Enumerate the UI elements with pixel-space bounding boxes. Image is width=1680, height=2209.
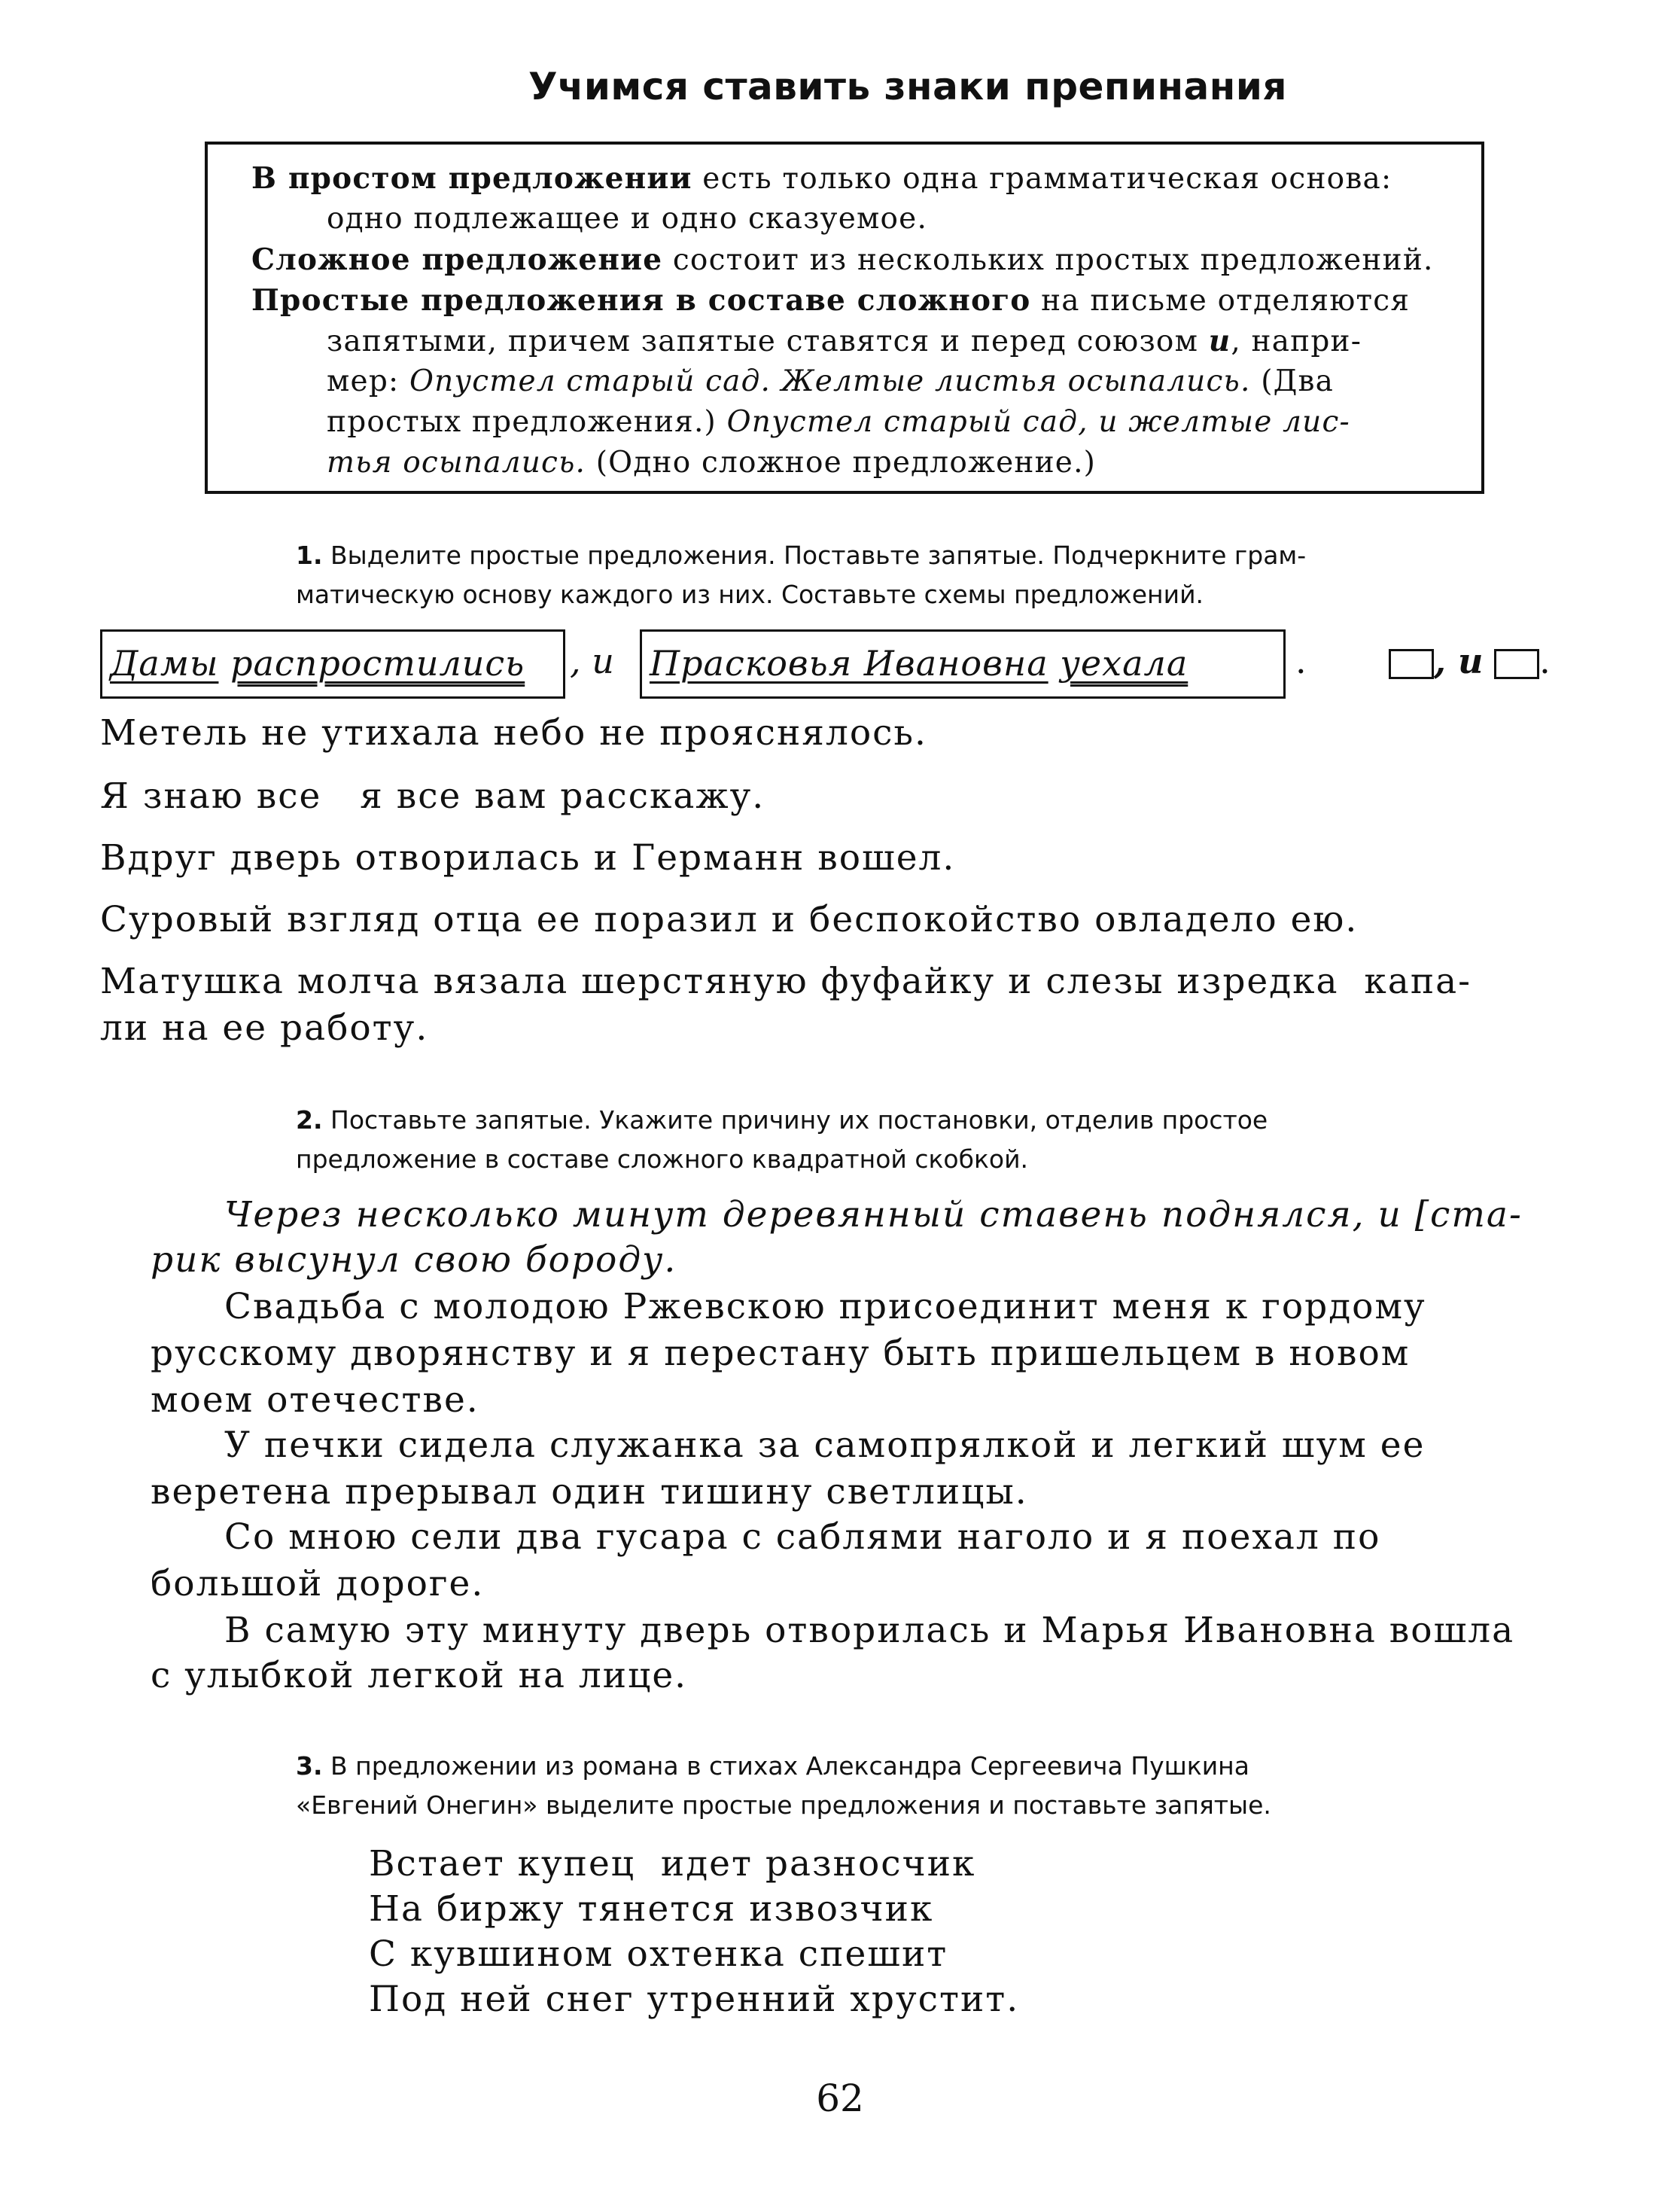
task1-instruction-cont: матическую основу каждого из них. Составьте схемы предложений. — [296, 580, 1204, 609]
task2-instruction-cont: предложение в составе сложного квадратной скобкой. — [296, 1144, 1029, 1174]
scheme-box — [1494, 649, 1539, 679]
rule-line: одно подлежащее и одно сказуемое. — [327, 202, 928, 236]
exercise-sentence: Вдруг дверь отворилась и Германн вошел. — [100, 837, 956, 879]
poem-line: На биржу тянется извозчик — [369, 1888, 934, 1930]
task1-example — [100, 629, 1319, 702]
exercise-sentence: моем отечестве. — [151, 1379, 479, 1421]
poem-line: Под ней снег утренний хрустит. — [369, 1979, 1020, 2020]
exercise-sentence: Метель не утихала небо не прояснялось. — [100, 712, 927, 754]
scheme-box — [1389, 649, 1434, 679]
poem-line: Встает купец идет разносчик — [369, 1843, 976, 1885]
exercise-sentence: большой дороге. — [151, 1563, 485, 1604]
exercise-sentence: Матушка молча вязала шерстяную фуфайку и слезы изредка капа- — [100, 961, 1472, 1002]
task3-instruction: 3. В предложении из романа в стихах Александра Сергеевича Пушкина — [296, 1751, 1249, 1781]
task3-instruction-cont: «Евгений Онегин» выделите простые предложения и поставьте запятые. — [296, 1790, 1271, 1820]
exercise-sentence: У печки сидела служанка за самопрялкой и легкий шум ее — [224, 1424, 1426, 1466]
exercise-sentence: русскому дворянству и я перестану быть пришельцем в новом — [151, 1333, 1411, 1374]
simple-sentence-box: Дамы распростились — [100, 629, 565, 699]
simple-sentence-box: Прасковья Ивановна уехала — [640, 629, 1286, 699]
exercise-sentence: Я знаю все я все вам расскажу. — [100, 775, 765, 817]
rule-line: запятыми, причем запятые ставятся и перед союзом и, напри- — [327, 324, 1362, 358]
rule-line: мер: Опустел старый сад. Желтые листья осыпались. (Два — [327, 364, 1335, 398]
page-title: Учимся ставить знаки препинания — [528, 65, 1287, 108]
exercise-sentence: Со мною сели два гусара с саблями наголо и я поехал по — [224, 1516, 1381, 1558]
poem-line: С кувшином охтенка спешит — [369, 1933, 948, 1975]
page-number: 62 — [816, 2076, 864, 2120]
exercise-sentence: веретена прерывал один тишину светлицы. — [151, 1471, 1028, 1513]
task2-example: рик высунул свою бороду. — [151, 1239, 677, 1281]
comma-and: , и — [570, 641, 614, 681]
exercise-sentence: В самую эту минуту дверь отворилась и Марья Ивановна вошла — [224, 1610, 1515, 1651]
exercise-sentence: с улыбкой легкой на лице. — [151, 1655, 688, 1696]
task2-instruction: 2. Поставьте запятые. Укажите причину их постановки, отделив простое — [296, 1105, 1268, 1135]
rule-line: Сложное предложение состоит из нескольких простых предложений. — [251, 242, 1434, 277]
rule-line: тья осыпались. (Одно сложное предложение.) — [327, 446, 1097, 480]
rule-line: Простые предложения в составе сложного на письме отделяются — [251, 283, 1411, 318]
task2-example: Через несколько минут деревянный ставень поднялся, и [ста- — [224, 1194, 1523, 1236]
exercise-sentence: Суровый взгляд отца ее поразил и беспокойство овладело ею. — [100, 899, 1359, 940]
rule-line: простых предложения.) Опустел старый сад, и желтые лис- — [327, 405, 1350, 439]
rule-line: В простом предложении есть только одна грамматическая основа: — [251, 161, 1392, 196]
rule-box — [205, 142, 1484, 494]
sentence-scheme: , и . — [1389, 629, 1551, 693]
exercise-sentence: Свадьба с молодою Ржевскою присоединит меня к гордому — [224, 1286, 1426, 1327]
period: . — [1295, 641, 1307, 681]
task1-instruction: 1. Выделите простые предложения. Поставьте запятые. Подчеркните грам- — [296, 541, 1307, 570]
exercise-sentence: ли на ее работу. — [100, 1007, 429, 1049]
